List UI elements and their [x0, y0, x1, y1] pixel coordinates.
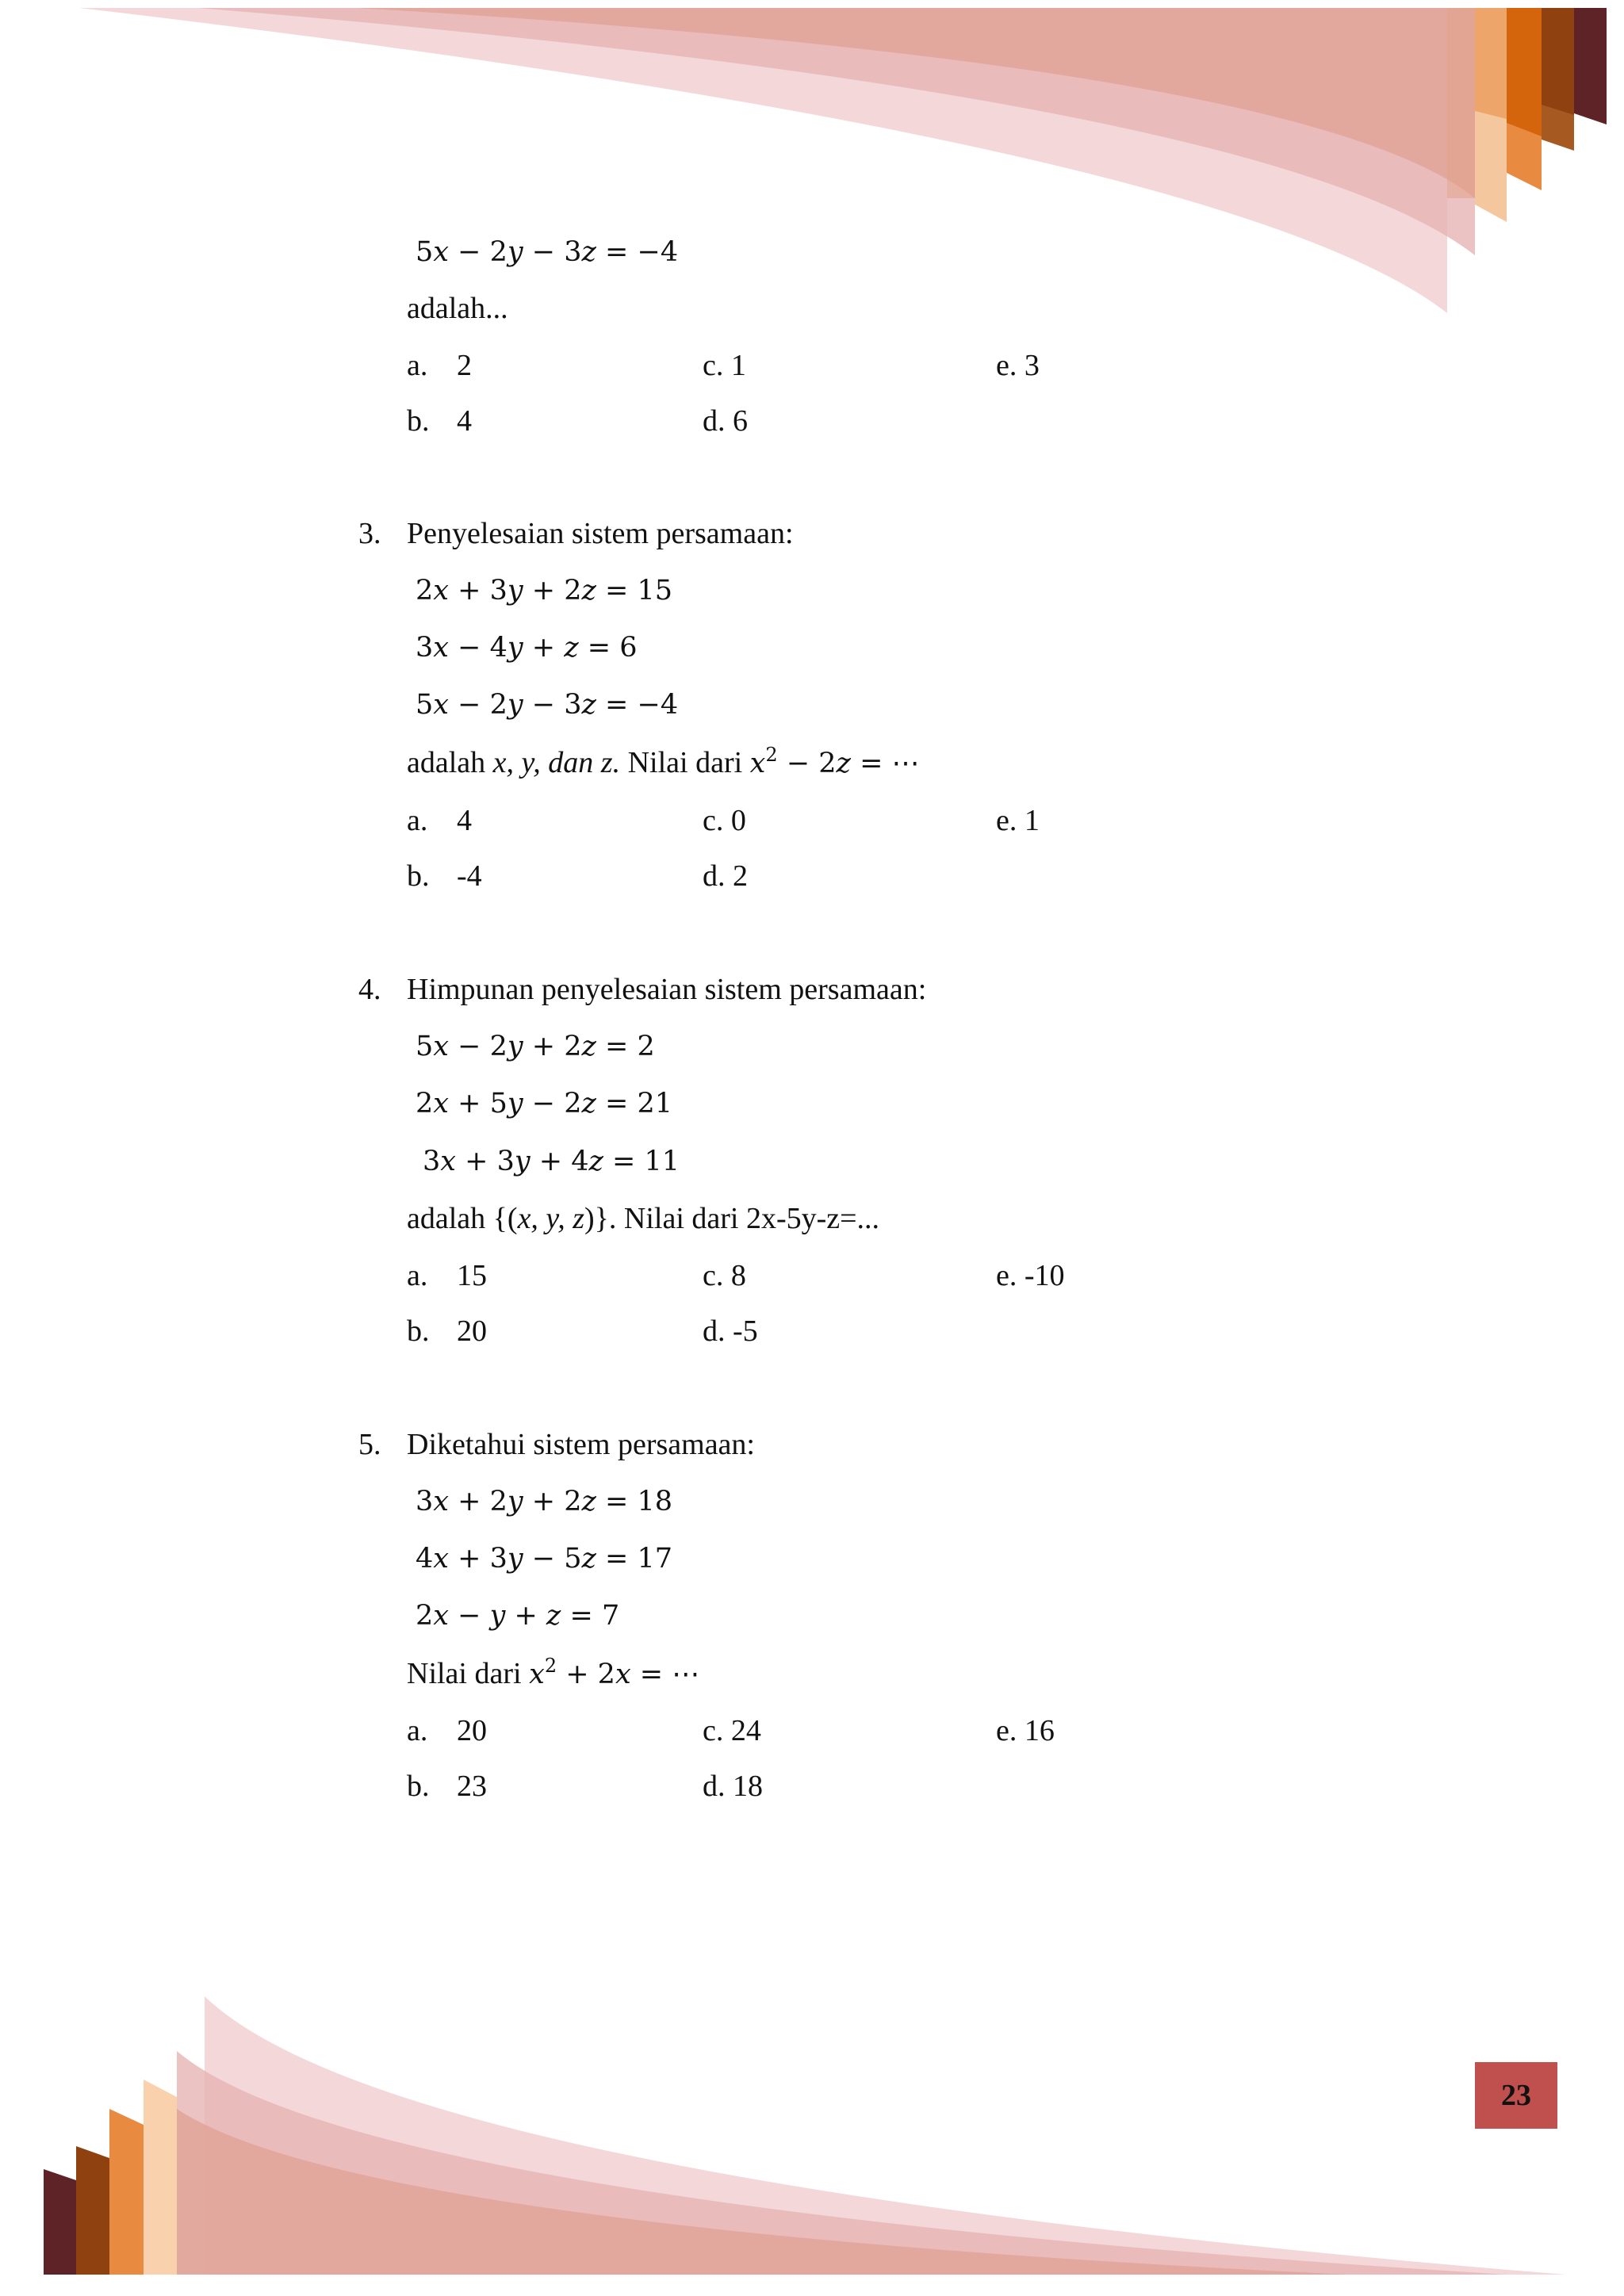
- equation: 5𝑥 − 2𝑦 + 2𝑧 = 2: [416, 1031, 655, 1062]
- option-e: [996, 1258, 1065, 1293]
- question-title: Penyelesaian sistem persamaan:: [407, 517, 794, 550]
- option-value: 2: [733, 859, 748, 893]
- option-letter: a.: [407, 1259, 428, 1292]
- option-value: -5: [733, 1314, 758, 1348]
- question-stem: [407, 1656, 699, 1692]
- math-var: 𝑥: [749, 748, 766, 779]
- option-c: [703, 348, 746, 383]
- option-letter: b.: [407, 1314, 430, 1348]
- equation: 3𝑥 + 2𝑦 + 2𝑧 = 18: [416, 1486, 673, 1517]
- stem-vars: x, y, z: [517, 1202, 584, 1235]
- equation: 2𝑥 + 5𝑦 − 2𝑧 = 21: [416, 1088, 673, 1119]
- option-value: 0: [730, 804, 746, 837]
- option-a: [407, 348, 472, 383]
- stem-text: adalah: [407, 746, 493, 779]
- option-e: [996, 803, 1040, 838]
- option-letter: c.: [703, 1259, 724, 1292]
- stem-text: adalah {(: [407, 1202, 518, 1235]
- option-value: 16: [1024, 1714, 1055, 1747]
- equation: 5𝑥 − 2𝑦 − 3𝑧 = −4: [416, 236, 679, 268]
- option-letter: d.: [703, 1314, 726, 1348]
- equation: 4𝑥 + 3𝑦 − 5𝑧 = 17: [416, 1543, 673, 1575]
- option-letter: b.: [407, 859, 430, 893]
- option-value: -4: [457, 859, 482, 893]
- question-title: Diketahui sistem persamaan:: [407, 1428, 755, 1461]
- stem-text: Nilai dari: [407, 1657, 530, 1690]
- option-d: [703, 1769, 763, 1804]
- math-rest: − 2𝑧 = ⋯: [777, 748, 920, 779]
- option-e: [996, 1713, 1055, 1748]
- equation: 5𝑥 − 2𝑦 − 3𝑧 = −4: [416, 689, 679, 721]
- option-letter: e.: [996, 349, 1017, 382]
- option-value: -10: [1024, 1259, 1065, 1292]
- math-var: 𝑥: [529, 1659, 545, 1690]
- option-letter: d.: [703, 859, 726, 893]
- option-b: [407, 859, 482, 894]
- option-value: 20: [457, 1714, 487, 1747]
- option-letter: b.: [407, 404, 430, 438]
- option-value: 20: [457, 1314, 487, 1348]
- question-number: 4.: [358, 973, 381, 1006]
- equation: 2𝑥 − 𝑦 + 𝑧 = 7: [416, 1600, 620, 1632]
- option-letter: d.: [703, 1770, 726, 1803]
- option-d: [703, 859, 748, 894]
- question-number: 3.: [358, 517, 381, 550]
- option-d: [703, 1314, 758, 1349]
- question-title: Himpunan penyelesaian sistem persamaan:: [407, 973, 927, 1006]
- option-letter: a.: [407, 1714, 428, 1747]
- option-a: [407, 1713, 487, 1748]
- equation: 3𝑥 + 3𝑦 + 4𝑧 = 11: [423, 1146, 680, 1177]
- option-value: 8: [730, 1259, 746, 1292]
- option-value: 4: [457, 804, 472, 837]
- option-c: [703, 803, 746, 838]
- option-b: [407, 404, 472, 438]
- question-stem: [407, 745, 920, 781]
- option-value: 1: [730, 349, 746, 382]
- option-letter: a.: [407, 804, 428, 837]
- option-value: 1: [1024, 804, 1040, 837]
- option-letter: b.: [407, 1770, 430, 1803]
- stem-math: [749, 744, 920, 779]
- option-letter: e.: [996, 1714, 1017, 1747]
- option-letter: c.: [703, 804, 724, 837]
- option-letter: a.: [407, 349, 428, 382]
- option-letter: e.: [996, 804, 1017, 837]
- option-a: [407, 1258, 487, 1293]
- option-c: [703, 1713, 761, 1748]
- stem-math: [529, 1655, 700, 1690]
- option-value: 6: [733, 404, 748, 438]
- question-number: 5.: [358, 1428, 381, 1461]
- option-e: [996, 348, 1040, 383]
- math-exponent: 2: [765, 744, 778, 766]
- option-value: 18: [733, 1770, 763, 1803]
- option-value: 4: [457, 404, 472, 438]
- equation: 3𝑥 − 4𝑦 + 𝑧 = 6: [416, 632, 638, 664]
- question-stem: [407, 1201, 879, 1236]
- option-value: 15: [457, 1259, 487, 1292]
- stem-text: )}. Nilai dari 2x-5y-z=...: [584, 1202, 880, 1235]
- stem-vars: x, y, dan z.: [492, 746, 621, 779]
- option-value: 24: [730, 1714, 761, 1747]
- option-b: [407, 1769, 487, 1804]
- option-value: 2: [457, 349, 472, 382]
- question-stem: adalah...: [407, 292, 508, 325]
- stem-text: Nilai dari: [620, 746, 750, 779]
- option-letter: c.: [703, 349, 724, 382]
- option-b: [407, 1314, 487, 1349]
- option-letter: e.: [996, 1259, 1017, 1292]
- math-exponent: 2: [544, 1655, 557, 1677]
- option-value: 3: [1024, 349, 1040, 382]
- option-d: [703, 404, 748, 438]
- option-letter: c.: [703, 1714, 724, 1747]
- option-letter: d.: [703, 404, 726, 438]
- option-value: 23: [457, 1770, 487, 1803]
- math-rest: + 2𝑥 = ⋯: [557, 1659, 700, 1690]
- page-number: 23: [1475, 2062, 1557, 2129]
- option-a: [407, 803, 472, 838]
- equation: 2𝑥 + 3𝑦 + 2𝑧 = 15: [416, 575, 673, 607]
- option-c: [703, 1258, 746, 1293]
